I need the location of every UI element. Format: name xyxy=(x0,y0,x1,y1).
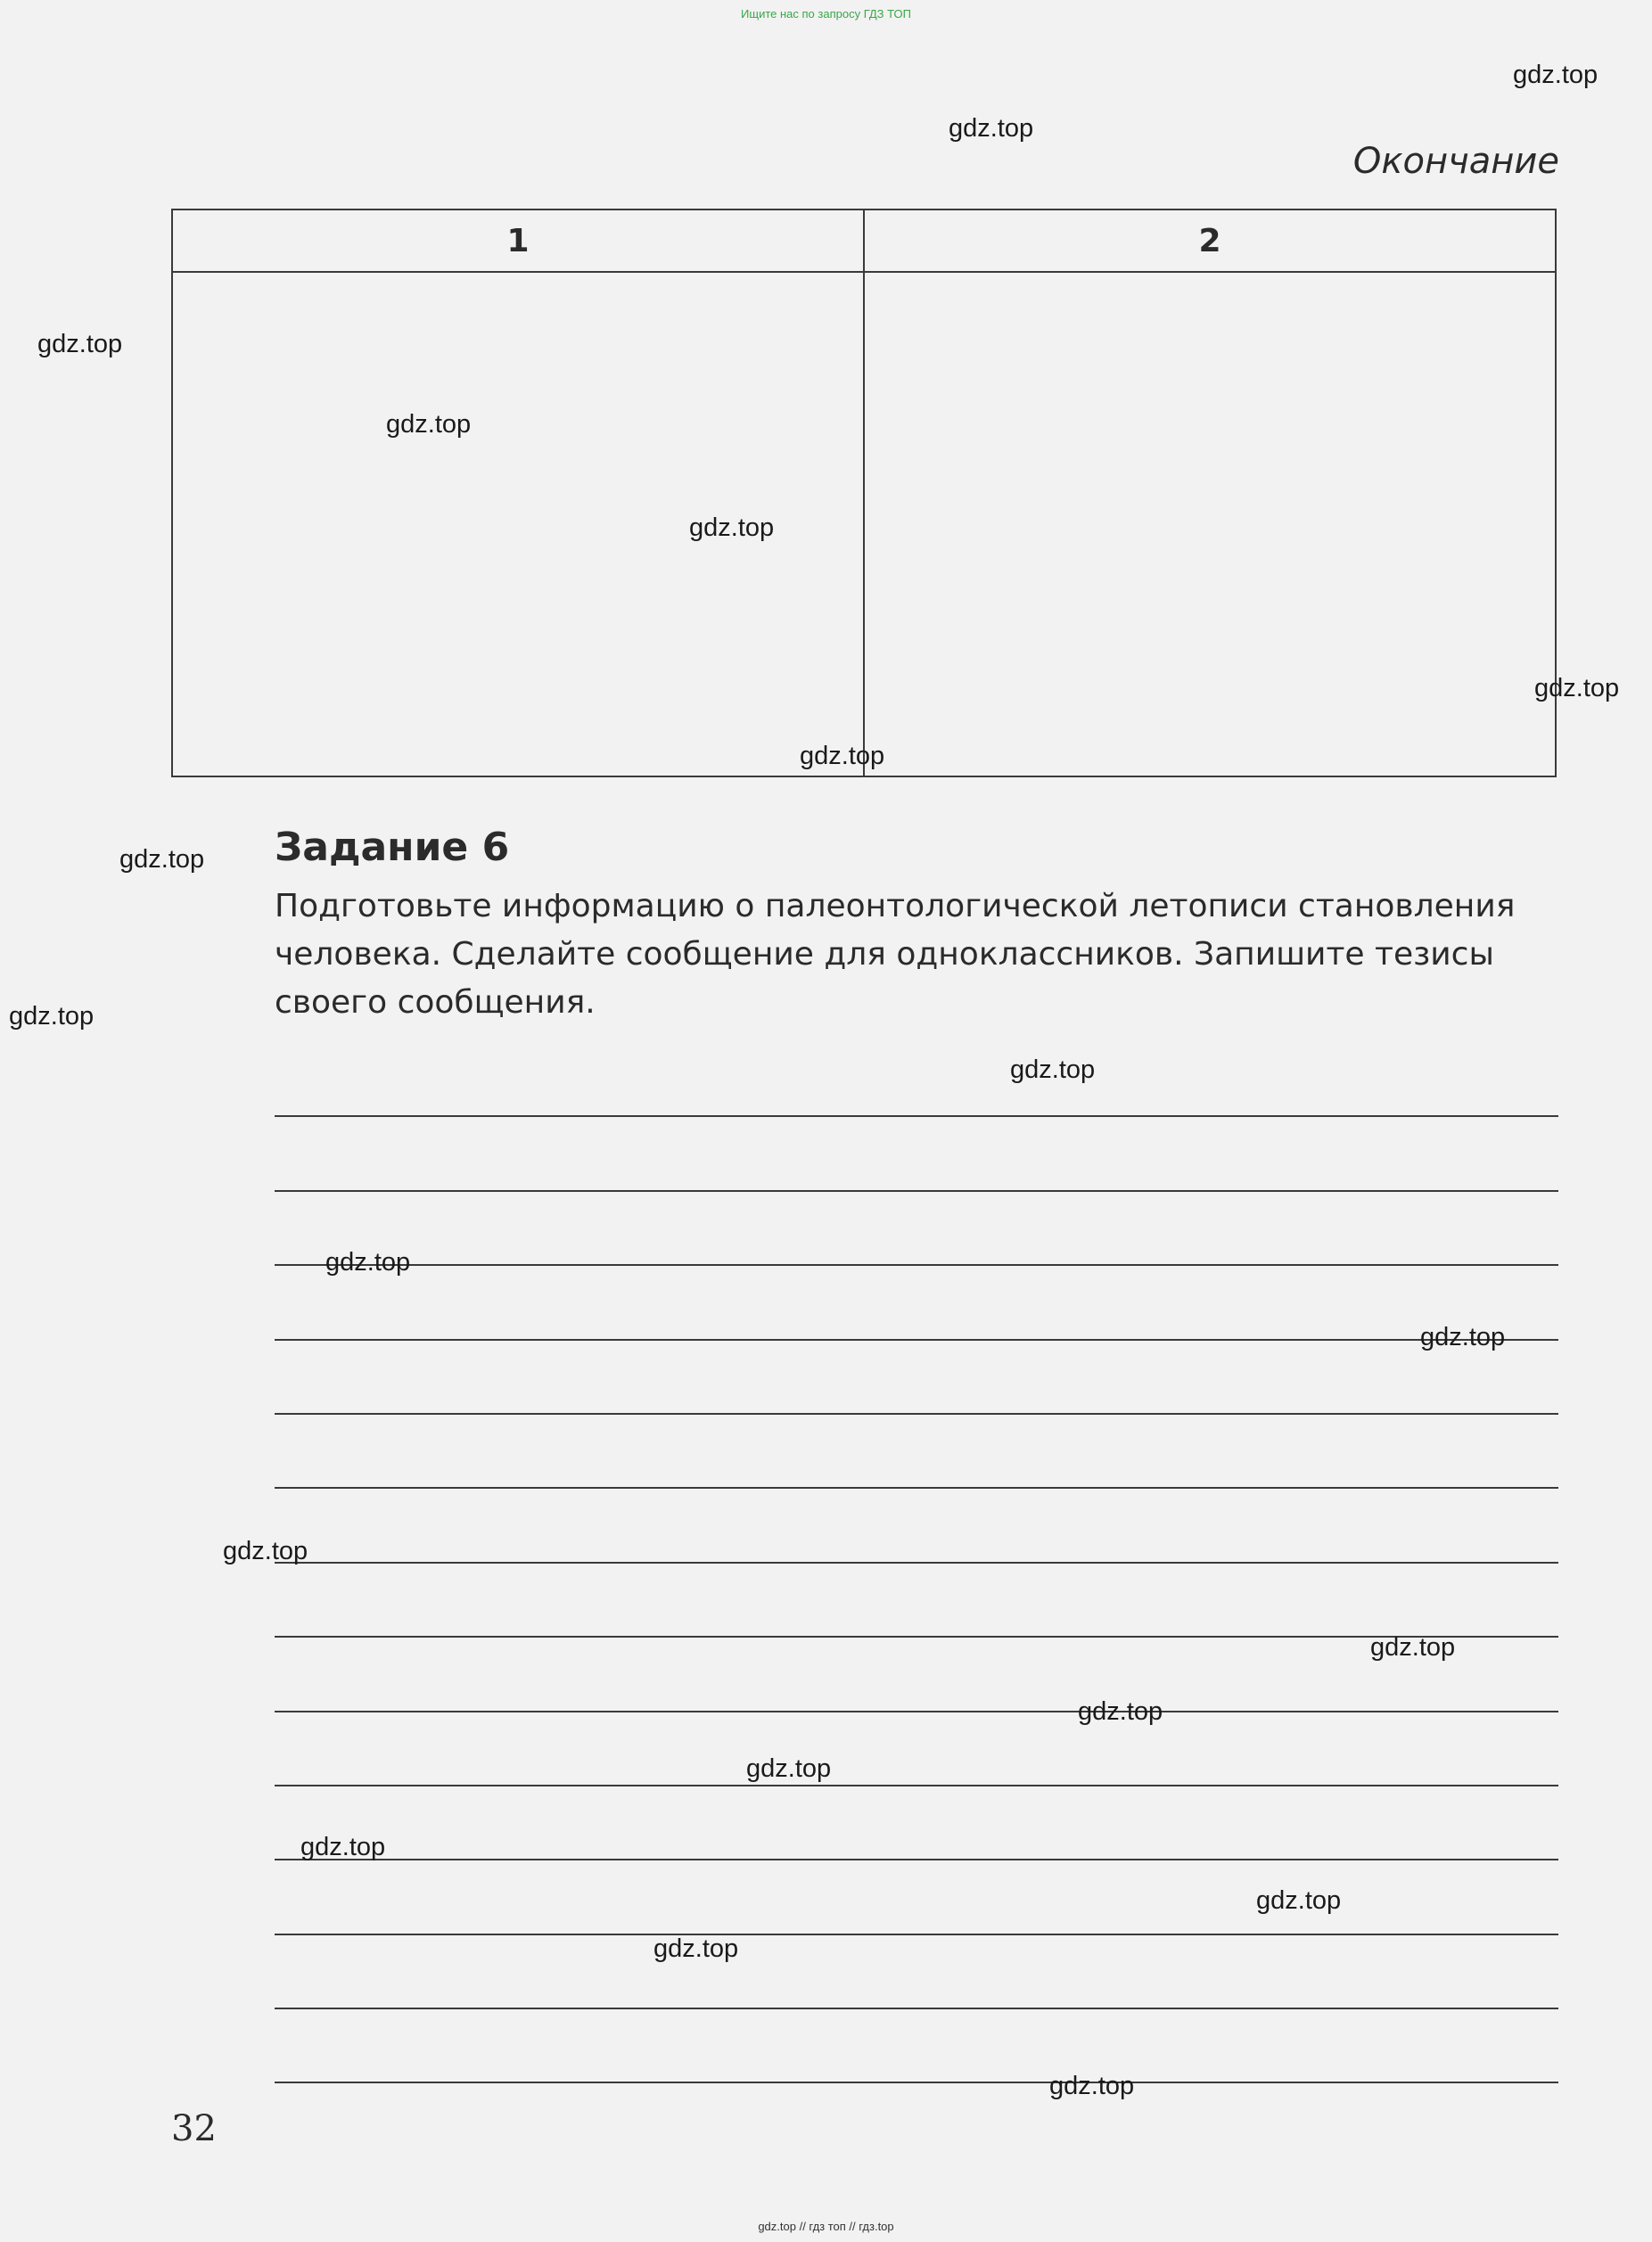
answer-line[interactable] xyxy=(275,1712,1558,1786)
watermark: gdz.top xyxy=(1078,1697,1163,1726)
answer-line[interactable] xyxy=(275,1266,1558,1340)
continuation-label: Окончание xyxy=(1352,141,1559,182)
answer-table xyxy=(171,209,1557,777)
table-header-row xyxy=(173,210,1555,273)
watermark: gdz.top xyxy=(37,330,123,358)
watermark: gdz.top xyxy=(1010,1055,1096,1084)
answer-line[interactable] xyxy=(275,1935,1558,2009)
watermark: gdz.top xyxy=(1513,61,1599,89)
answer-line[interactable] xyxy=(275,1043,1558,1117)
task-text-line: своего сообщения. xyxy=(275,984,596,1021)
answer-line[interactable] xyxy=(275,1117,1558,1191)
watermark: gdz.top xyxy=(1049,2072,1135,2100)
table-answer-cell-2[interactable] xyxy=(865,273,1555,776)
answer-line[interactable] xyxy=(275,2009,1558,2083)
page-number: 32 xyxy=(171,2108,217,2149)
table-body-row xyxy=(173,273,1555,776)
answer-line[interactable] xyxy=(275,1192,1558,1266)
bottom-banner: gdz.top // гдз топ // гдз.top xyxy=(758,2220,894,2233)
task-title: Задание 6 xyxy=(275,825,510,870)
task-instructions xyxy=(275,883,1558,1027)
watermark: gdz.top xyxy=(800,742,885,770)
answer-line[interactable] xyxy=(275,1638,1558,1712)
watermark: gdz.top xyxy=(949,114,1034,143)
watermark: gdz.top xyxy=(223,1537,308,1565)
watermark: gdz.top xyxy=(1256,1886,1342,1915)
watermark: gdz.top xyxy=(1370,1633,1456,1662)
watermark: gdz.top xyxy=(689,513,775,542)
table-header-col1: 1 xyxy=(173,210,865,271)
top-banner: Ищите нас по запросу ГДЗ ТОП xyxy=(741,7,911,21)
answer-line[interactable] xyxy=(275,1415,1558,1489)
answer-line[interactable] xyxy=(275,1341,1558,1415)
table-header-col2: 2 xyxy=(1198,222,1221,259)
answer-line[interactable] xyxy=(275,1489,1558,1563)
watermark: gdz.top xyxy=(1420,1323,1506,1351)
task-text-line: человека. Сделайте сообщение для одноклассников. Запишите тезисы xyxy=(275,936,1494,973)
watermark: gdz.top xyxy=(119,845,205,874)
answer-line[interactable] xyxy=(275,1860,1558,1934)
watermark: gdz.top xyxy=(300,1833,386,1861)
answer-line[interactable] xyxy=(275,1786,1558,1860)
watermark: gdz.top xyxy=(386,410,472,439)
answer-lines xyxy=(275,1043,1558,2083)
watermark: gdz.top xyxy=(325,1248,411,1277)
watermark: gdz.top xyxy=(653,1934,739,1963)
watermark: gdz.top xyxy=(9,1002,95,1031)
task-text-line: Подготовьте информацию о палеонтологической летописи становления xyxy=(275,888,1516,924)
watermark: gdz.top xyxy=(1534,674,1620,702)
watermark: gdz.top xyxy=(746,1754,832,1783)
answer-line[interactable] xyxy=(275,1564,1558,1638)
